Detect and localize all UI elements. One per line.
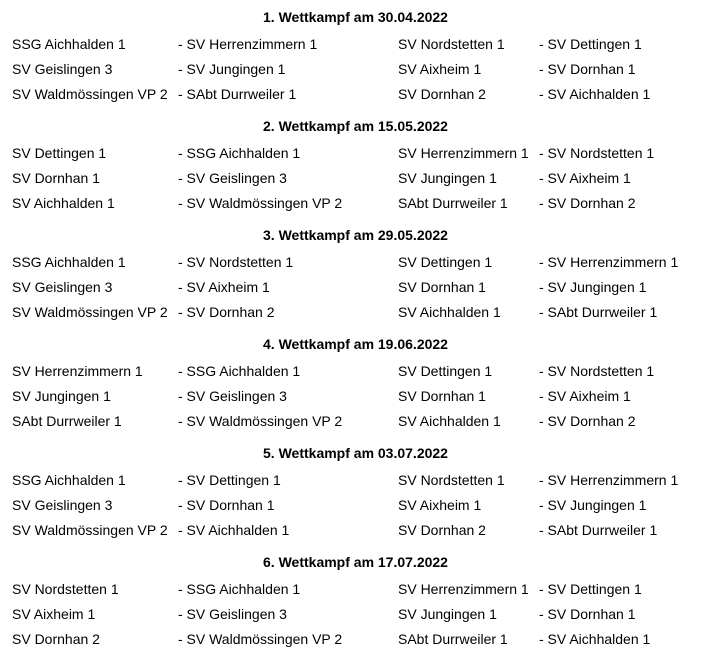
away-team-left: - SV Geislingen 3 bbox=[178, 170, 287, 186]
away-team-left: - SSG Aichhalden 1 bbox=[178, 363, 301, 379]
home-team-left: SV Waldmössingen VP 2 bbox=[12, 522, 168, 538]
away-team-right: - SAbt Durrweiler 1 bbox=[539, 304, 658, 320]
away-team-left: - SV Aixheim 1 bbox=[178, 279, 270, 295]
match-row bbox=[0, 301, 711, 323]
match-row bbox=[0, 385, 711, 407]
away-team-left: - SV Herrenzimmern 1 bbox=[178, 36, 318, 52]
away-team-left: - SSG Aichhalden 1 bbox=[178, 581, 301, 597]
home-team-left: SV Jungingen 1 bbox=[12, 388, 111, 404]
home-team-left: SSG Aichhalden 1 bbox=[12, 36, 126, 52]
away-team-left: - SV Nordstetten 1 bbox=[178, 254, 294, 270]
round-section bbox=[0, 545, 711, 654]
match-row bbox=[0, 192, 711, 214]
home-team-right: SV Jungingen 1 bbox=[398, 606, 497, 622]
round-title: 1. Wettkampf am 30.04.2022 bbox=[263, 9, 448, 25]
match-row bbox=[0, 578, 711, 600]
match-row bbox=[0, 469, 711, 491]
home-team-right: SV Aixheim 1 bbox=[398, 497, 482, 513]
away-team-left: - SV Geislingen 3 bbox=[178, 388, 287, 404]
home-team-right: SV Herrenzimmern 1 bbox=[398, 581, 529, 597]
home-team-right: SV Dettingen 1 bbox=[398, 363, 493, 379]
match-row bbox=[0, 628, 711, 650]
away-team-right: - SV Herrenzimmern 1 bbox=[539, 254, 679, 270]
away-team-left: - SSG Aichhalden 1 bbox=[178, 145, 301, 161]
home-team-right: SV Dornhan 1 bbox=[398, 388, 486, 404]
home-team-right: SV Herrenzimmern 1 bbox=[398, 145, 529, 161]
home-team-left: SSG Aichhalden 1 bbox=[12, 472, 126, 488]
away-team-left: - SV Dettingen 1 bbox=[178, 472, 281, 488]
away-team-left: - SV Waldmössingen VP 2 bbox=[178, 631, 343, 647]
home-team-left: SV Waldmössingen VP 2 bbox=[12, 86, 168, 102]
home-team-right: SV Dettingen 1 bbox=[398, 254, 493, 270]
round-title: 2. Wettkampf am 15.05.2022 bbox=[263, 118, 448, 134]
match-row bbox=[0, 142, 711, 164]
home-team-left: SV Herrenzimmern 1 bbox=[12, 363, 143, 379]
round-section bbox=[0, 0, 711, 109]
round-title: 6. Wettkampf am 17.07.2022 bbox=[263, 554, 448, 570]
home-team-left: SV Geislingen 3 bbox=[12, 497, 113, 513]
home-team-right: SV Nordstetten 1 bbox=[398, 472, 505, 488]
away-team-right: - SV Aixheim 1 bbox=[539, 388, 631, 404]
match-row bbox=[0, 33, 711, 55]
away-team-left: - SV Dornhan 2 bbox=[178, 304, 275, 320]
round-section bbox=[0, 109, 711, 218]
away-team-right: - SV Dornhan 2 bbox=[539, 413, 636, 429]
away-team-left: - SV Waldmössingen VP 2 bbox=[178, 413, 343, 429]
round-section bbox=[0, 436, 711, 545]
round-title: 3. Wettkampf am 29.05.2022 bbox=[263, 227, 448, 243]
home-team-left: SV Aichhalden 1 bbox=[12, 195, 115, 211]
away-team-right: - SV Aichhalden 1 bbox=[539, 631, 651, 647]
match-row bbox=[0, 410, 711, 432]
home-team-right: SV Nordstetten 1 bbox=[398, 36, 505, 52]
match-row bbox=[0, 251, 711, 273]
home-team-right: SV Dornhan 1 bbox=[398, 279, 486, 295]
away-team-right: - SV Dornhan 2 bbox=[539, 195, 636, 211]
match-row bbox=[0, 276, 711, 298]
match-row bbox=[0, 494, 711, 516]
away-team-left: - SV Dornhan 1 bbox=[178, 497, 275, 513]
round-section bbox=[0, 327, 711, 436]
away-team-right: - SV Nordstetten 1 bbox=[539, 363, 655, 379]
round-title: 5. Wettkampf am 03.07.2022 bbox=[263, 445, 448, 461]
home-team-right: SV Dornhan 2 bbox=[398, 86, 486, 102]
home-team-right: SV Aixheim 1 bbox=[398, 61, 482, 77]
away-team-right: - SAbt Durrweiler 1 bbox=[539, 522, 658, 538]
home-team-right: SV Dornhan 2 bbox=[398, 522, 486, 538]
away-team-right: - SV Dettingen 1 bbox=[539, 581, 642, 597]
home-team-right: SAbt Durrweiler 1 bbox=[398, 631, 508, 647]
away-team-left: - SAbt Durrweiler 1 bbox=[178, 86, 297, 102]
home-team-right: SV Jungingen 1 bbox=[398, 170, 497, 186]
away-team-right: - SV Dornhan 1 bbox=[539, 606, 636, 622]
match-row bbox=[0, 83, 711, 105]
round-title: 4. Wettkampf am 19.06.2022 bbox=[263, 336, 448, 352]
match-row bbox=[0, 519, 711, 541]
home-team-left: SV Waldmössingen VP 2 bbox=[12, 304, 168, 320]
away-team-right: - SV Dettingen 1 bbox=[539, 36, 642, 52]
away-team-left: - SV Jungingen 1 bbox=[178, 61, 286, 77]
home-team-right: SV Aichhalden 1 bbox=[398, 304, 501, 320]
away-team-right: - SV Jungingen 1 bbox=[539, 497, 647, 513]
match-row bbox=[0, 603, 711, 625]
away-team-right: - SV Nordstetten 1 bbox=[539, 145, 655, 161]
match-row bbox=[0, 58, 711, 80]
match-row bbox=[0, 360, 711, 382]
match-row bbox=[0, 167, 711, 189]
away-team-left: - SV Geislingen 3 bbox=[178, 606, 287, 622]
home-team-left: SV Nordstetten 1 bbox=[12, 581, 119, 597]
away-team-right: - SV Aichhalden 1 bbox=[539, 86, 651, 102]
home-team-left: SV Dornhan 2 bbox=[12, 631, 100, 647]
home-team-left: SV Dornhan 1 bbox=[12, 170, 100, 186]
home-team-left: SV Geislingen 3 bbox=[12, 61, 113, 77]
away-team-right: - SV Aixheim 1 bbox=[539, 170, 631, 186]
away-team-right: - SV Dornhan 1 bbox=[539, 61, 636, 77]
round-section bbox=[0, 218, 711, 327]
home-team-left: SSG Aichhalden 1 bbox=[12, 254, 126, 270]
away-team-left: - SV Waldmössingen VP 2 bbox=[178, 195, 343, 211]
home-team-right: SAbt Durrweiler 1 bbox=[398, 195, 508, 211]
away-team-right: - SV Jungingen 1 bbox=[539, 279, 647, 295]
home-team-left: SV Aixheim 1 bbox=[12, 606, 96, 622]
home-team-left: SAbt Durrweiler 1 bbox=[12, 413, 122, 429]
away-team-right: - SV Herrenzimmern 1 bbox=[539, 472, 679, 488]
home-team-left: SV Dettingen 1 bbox=[12, 145, 107, 161]
home-team-left: SV Geislingen 3 bbox=[12, 279, 113, 295]
home-team-right: SV Aichhalden 1 bbox=[398, 413, 501, 429]
away-team-left: - SV Aichhalden 1 bbox=[178, 522, 290, 538]
